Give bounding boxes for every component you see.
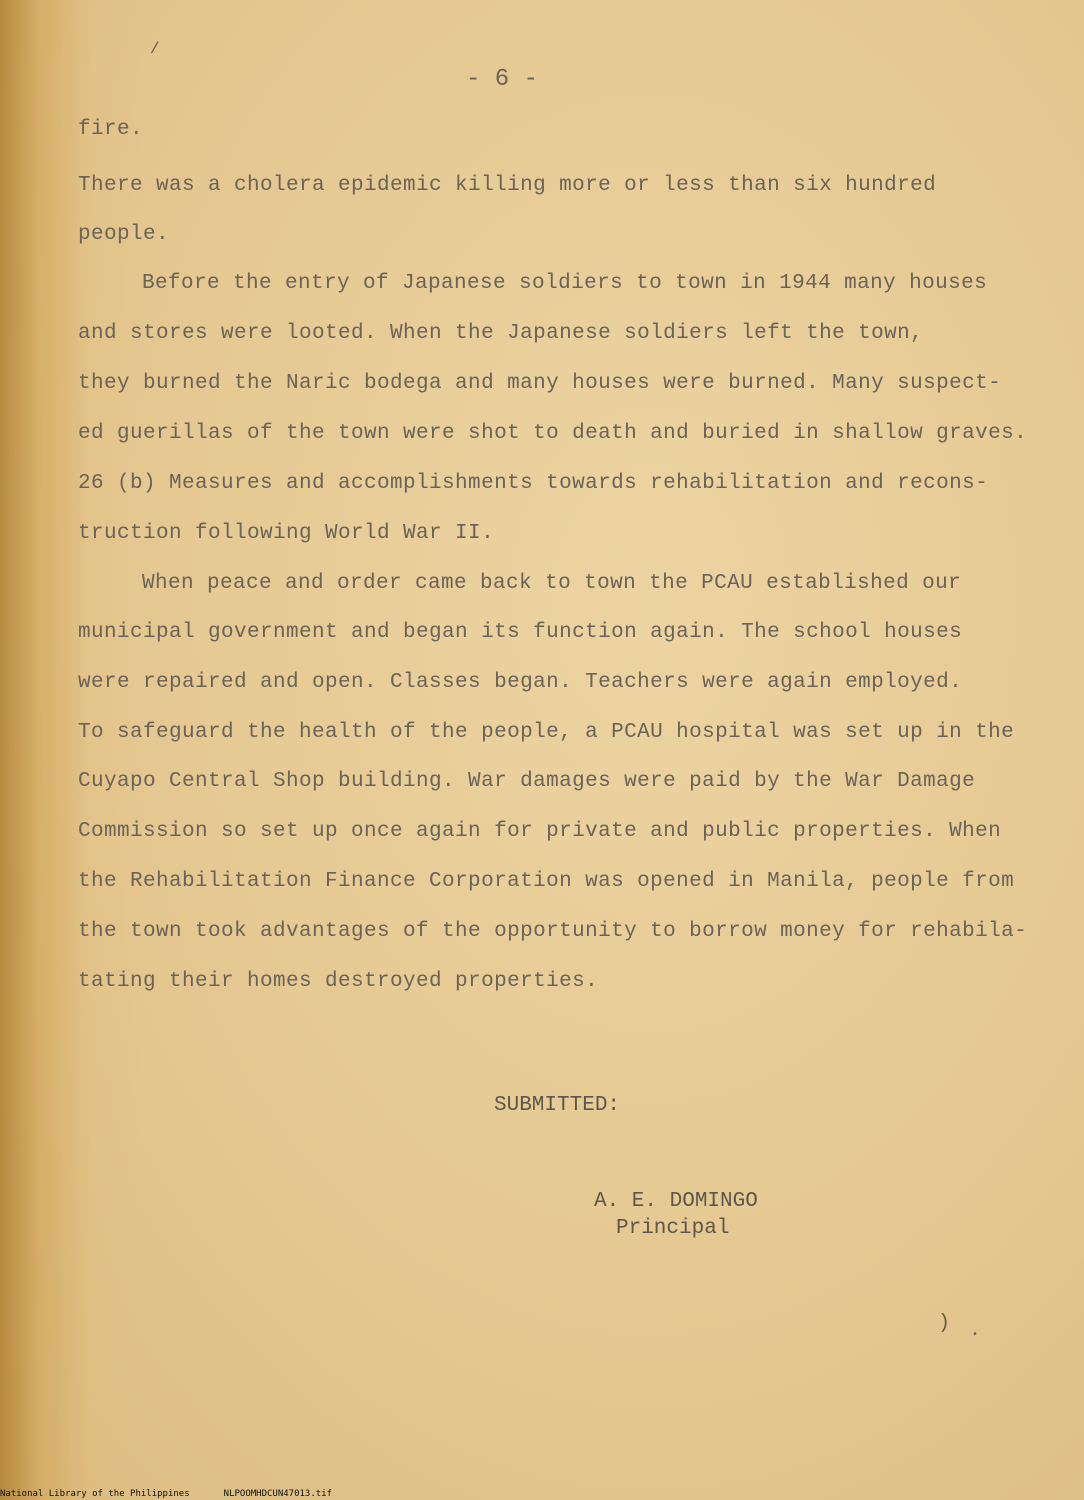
text-line: fire. [78, 118, 144, 141]
section-heading: truction following World War II. [78, 522, 495, 545]
footer-library: National Library of the Philippines [0, 1489, 190, 1499]
text-line: municipal government and began its function again. The school houses [78, 621, 963, 644]
footer-filename: NLPOOMHDCUN47013.tif [223, 1489, 333, 1499]
text-line: and stores were looted. When the Japanese soldiers left the town, [78, 322, 924, 345]
section-heading: 26 (b) Measures and accomplishments towards rehabilitation and recons- [78, 472, 989, 495]
text-line: To safeguard the health of the people, a PCAU hospital was set up in the [78, 721, 1015, 744]
text-line: people. [78, 223, 170, 246]
text-line: the Rehabilitation Finance Corporation was opened in Manila, people from [78, 870, 1015, 893]
text-line: were repaired and open. Classes began. Teachers were again employed. [78, 671, 963, 694]
signatory-title: Principal [616, 1217, 730, 1240]
text-line: Cuyapo Central Shop building. War damages were paid by the War Damage [78, 770, 976, 793]
archive-footer [0, 1488, 366, 1500]
text-line: Commission so set up once again for private and public properties. When [78, 820, 1002, 843]
ink-dot: • [972, 1330, 979, 1341]
pen-mark: ) [938, 1312, 951, 1335]
text-line: Before the entry of Japanese soldiers to town in 1944 many houses [142, 272, 988, 295]
text-line: the town took advantages of the opportunity to borrow money for rehabila- [78, 920, 1028, 943]
text-line: There was a cholera epidemic killing more or less than six hundred [78, 174, 937, 197]
page-number: - 6 - [466, 66, 539, 93]
text-line: they burned the Naric bodega and many houses were burned. Many suspect- [78, 372, 1002, 395]
submitted-label: SUBMITTED: [494, 1094, 621, 1117]
signatory-name: A. E. DOMINGO [594, 1190, 758, 1213]
text-line: ed guerillas of the town were shot to death and buried in shallow graves. [78, 422, 1028, 445]
text-line: When peace and order came back to town the PCAU established our [142, 572, 962, 595]
text-line: tating their homes destroyed properties. [78, 970, 599, 993]
pen-mark: / [150, 40, 160, 58]
